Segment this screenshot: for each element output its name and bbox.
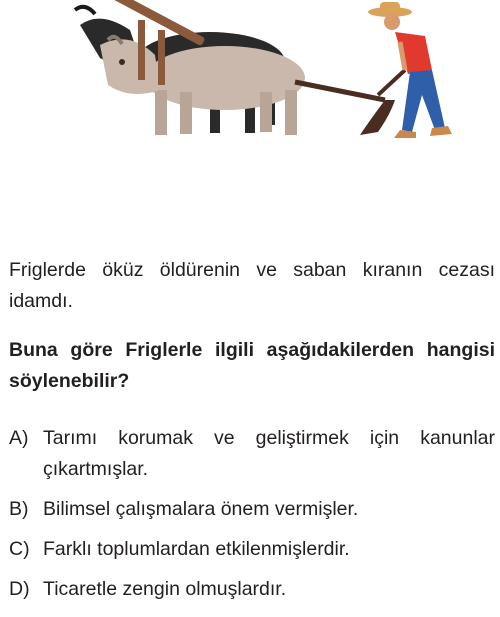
option-letter: C) [9, 538, 30, 560]
option-text: Ticaretle zengin olmuşlardır. [43, 578, 287, 600]
option-letter: A) [9, 427, 29, 449]
option-letter: B) [9, 498, 29, 520]
option-d[interactable] [9, 574, 495, 605]
plowing-illustration [60, 0, 480, 150]
option-a[interactable] [9, 423, 495, 485]
option-b[interactable] [9, 494, 495, 525]
option-c[interactable] [9, 534, 495, 565]
option-letter: D) [9, 578, 30, 600]
option-text: Bilimsel çalışmalara önem vermişler. [43, 498, 359, 520]
answer-options [9, 423, 495, 614]
plow-icon [295, 70, 405, 135]
option-text: Tarımı korumak ve geliştirmek için kanunlar çıkartmışlar. [43, 427, 495, 480]
question-stem: Friglerde öküz öldürenin ve saban kıranın cezası idamdı. [9, 259, 495, 312]
question-prompt: Buna göre Friglerle ilgili aşağıdakilerden hangisi söylenebilir? [9, 339, 495, 392]
option-text: Farklı toplumlardan etkilenmişlerdir. [43, 538, 350, 560]
